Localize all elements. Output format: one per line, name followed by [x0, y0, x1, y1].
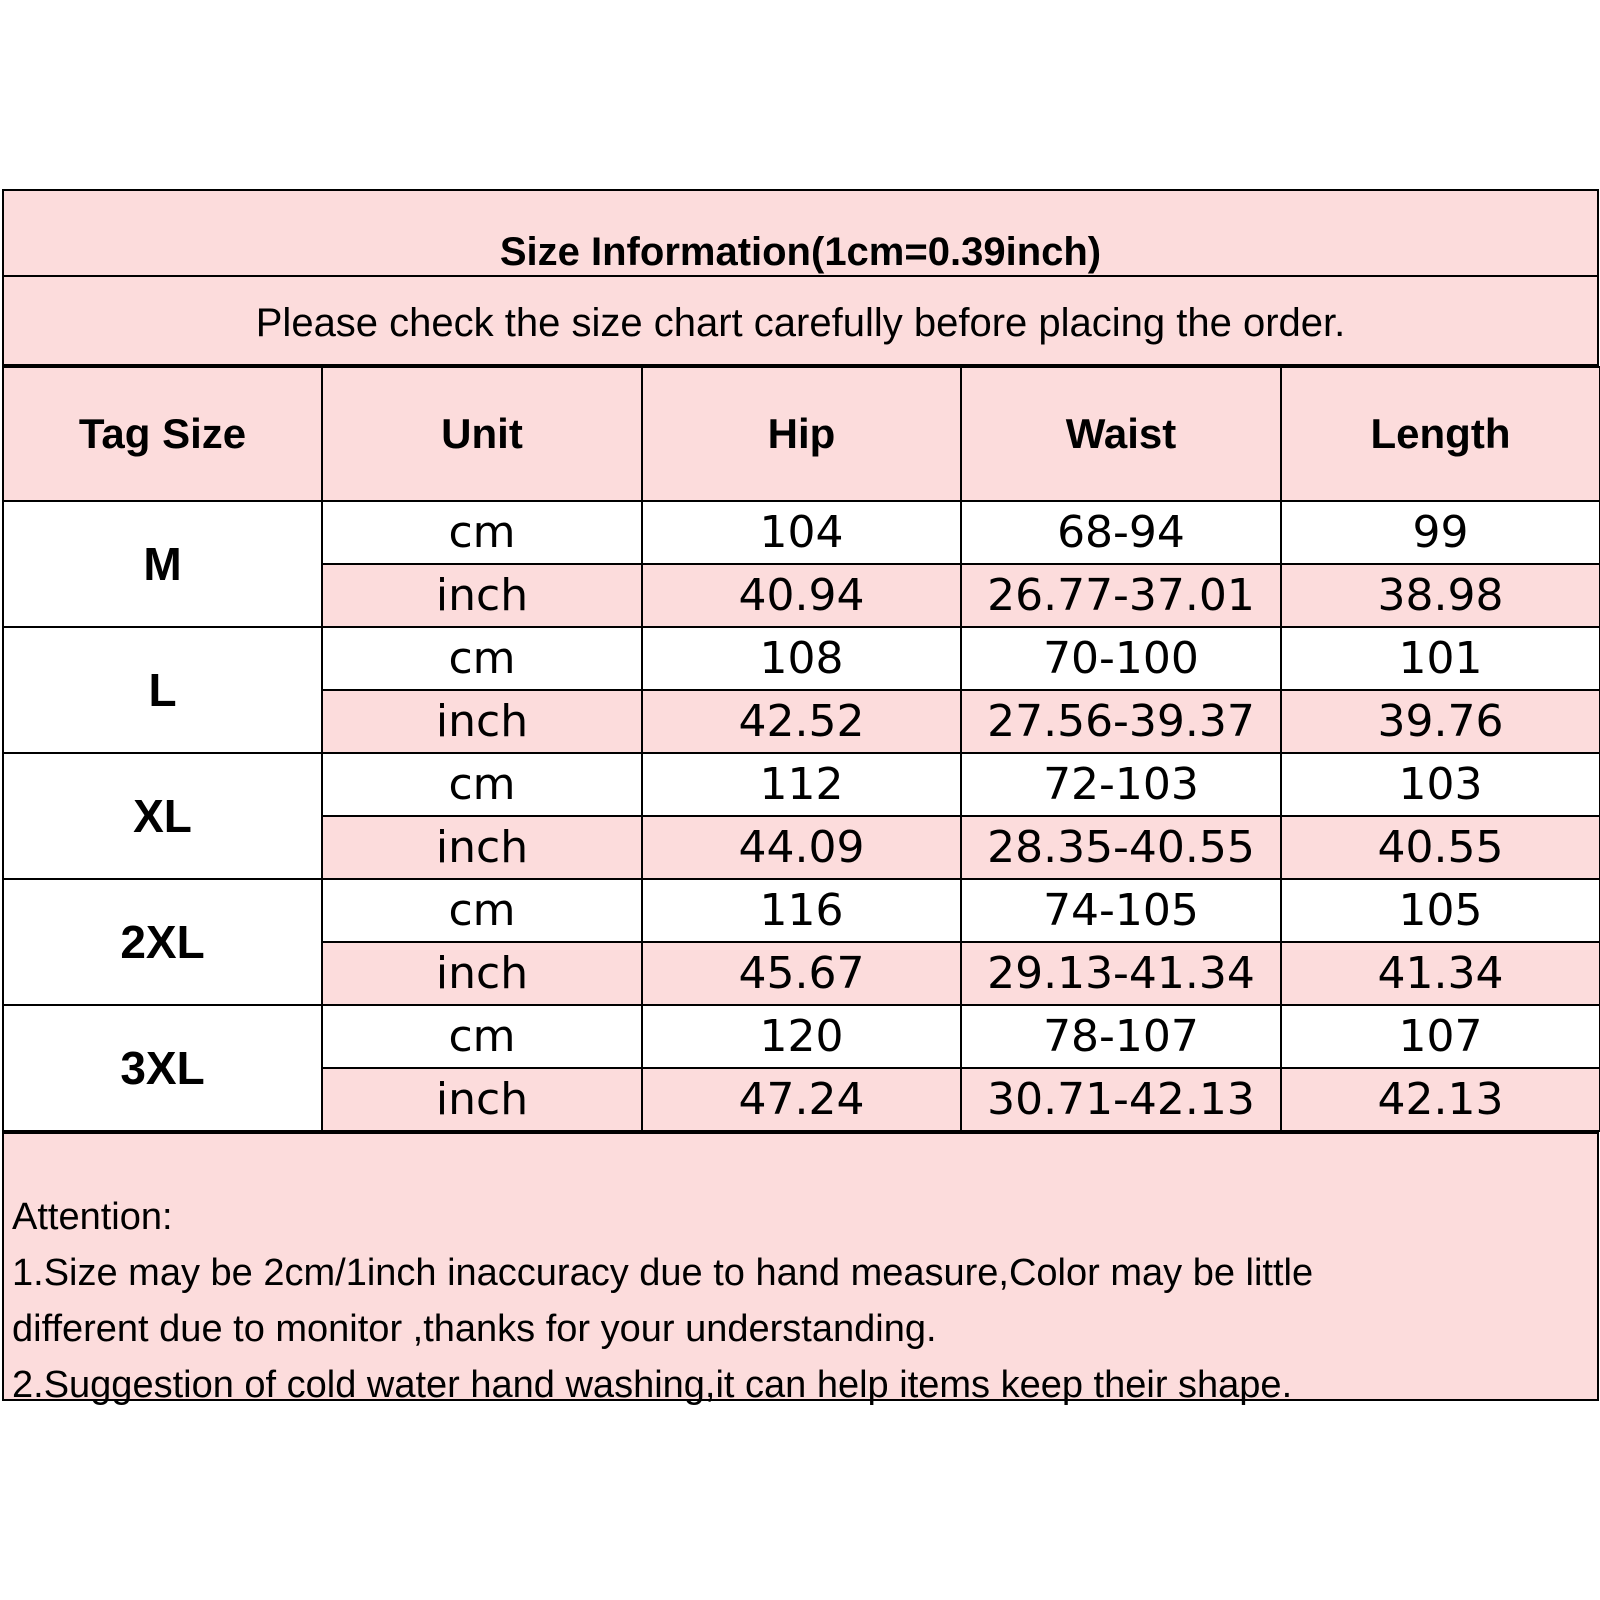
size-label: M: [3, 501, 322, 627]
hip-cell: 120: [642, 1005, 961, 1068]
table-row: [3, 627, 1600, 690]
waist-cell: 78-107: [961, 1005, 1281, 1068]
unit-cell: inch: [322, 942, 642, 1005]
unit-cell: cm: [322, 627, 642, 690]
unit-cell: inch: [322, 690, 642, 753]
header-waist: Waist: [961, 367, 1281, 501]
waist-cell: 74-105: [961, 879, 1281, 942]
waist-cell: 70-100: [961, 627, 1281, 690]
waist-cell: 68-94: [961, 501, 1281, 564]
header-tag-size: Tag Size: [3, 367, 322, 501]
hip-cell: 116: [642, 879, 961, 942]
unit-cell: cm: [322, 879, 642, 942]
length-cell: 38.98: [1281, 564, 1600, 627]
hip-cell: 44.09: [642, 816, 961, 879]
header-hip: Hip: [642, 367, 961, 501]
table-row: [3, 879, 1600, 942]
hip-cell: 47.24: [642, 1068, 961, 1131]
attention-line: 2.Suggestion of cold water hand washing,it can help items keep their shape.: [12, 1364, 1293, 1406]
table-row: [3, 753, 1600, 816]
hip-cell: 42.52: [642, 690, 961, 753]
length-cell: 105: [1281, 879, 1600, 942]
header-row: [3, 367, 1600, 501]
length-cell: 39.76: [1281, 690, 1600, 753]
length-cell: 107: [1281, 1005, 1600, 1068]
length-cell: 101: [1281, 627, 1600, 690]
unit-cell: cm: [322, 501, 642, 564]
waist-cell: 29.13-41.34: [961, 942, 1281, 1005]
length-cell: 41.34: [1281, 942, 1600, 1005]
unit-cell: cm: [322, 1005, 642, 1068]
table-row: [3, 1005, 1600, 1068]
waist-cell: 72-103: [961, 753, 1281, 816]
unit-cell: inch: [322, 564, 642, 627]
hip-cell: 45.67: [642, 942, 961, 1005]
size-label: 2XL: [3, 879, 322, 1005]
attention-notes: [2, 1132, 1599, 1406]
size-chart: [2, 189, 1599, 1406]
hip-cell: 108: [642, 627, 961, 690]
waist-cell: 30.71-42.13: [961, 1068, 1281, 1131]
length-cell: 103: [1281, 753, 1600, 816]
length-cell: 99: [1281, 501, 1600, 564]
hip-cell: 112: [642, 753, 961, 816]
chart-subtitle: Please check the size chart carefully before placing the order.: [2, 277, 1599, 366]
chart-title: Size Information(1cm=0.39inch): [2, 189, 1599, 277]
length-cell: 40.55: [1281, 816, 1600, 879]
unit-cell: inch: [322, 1068, 642, 1131]
waist-cell: 26.77-37.01: [961, 564, 1281, 627]
size-label: 3XL: [3, 1005, 322, 1131]
table-row: [3, 501, 1600, 564]
hip-cell: 40.94: [642, 564, 961, 627]
attention-line: 1.Size may be 2cm/1inch inaccuracy due to hand measure,Color may be little: [12, 1252, 1314, 1294]
unit-cell: inch: [322, 816, 642, 879]
size-table: [2, 366, 1600, 1132]
hip-cell: 104: [642, 501, 961, 564]
header-length: Length: [1281, 367, 1600, 501]
unit-cell: cm: [322, 753, 642, 816]
attention-line: different due to monitor ,thanks for your understanding.: [12, 1308, 937, 1350]
attention-heading: Attention:: [12, 1196, 173, 1238]
waist-cell: 27.56-39.37: [961, 690, 1281, 753]
length-cell: 42.13: [1281, 1068, 1600, 1131]
waist-cell: 28.35-40.55: [961, 816, 1281, 879]
header-unit: Unit: [322, 367, 642, 501]
size-label: XL: [3, 753, 322, 879]
size-label: L: [3, 627, 322, 753]
